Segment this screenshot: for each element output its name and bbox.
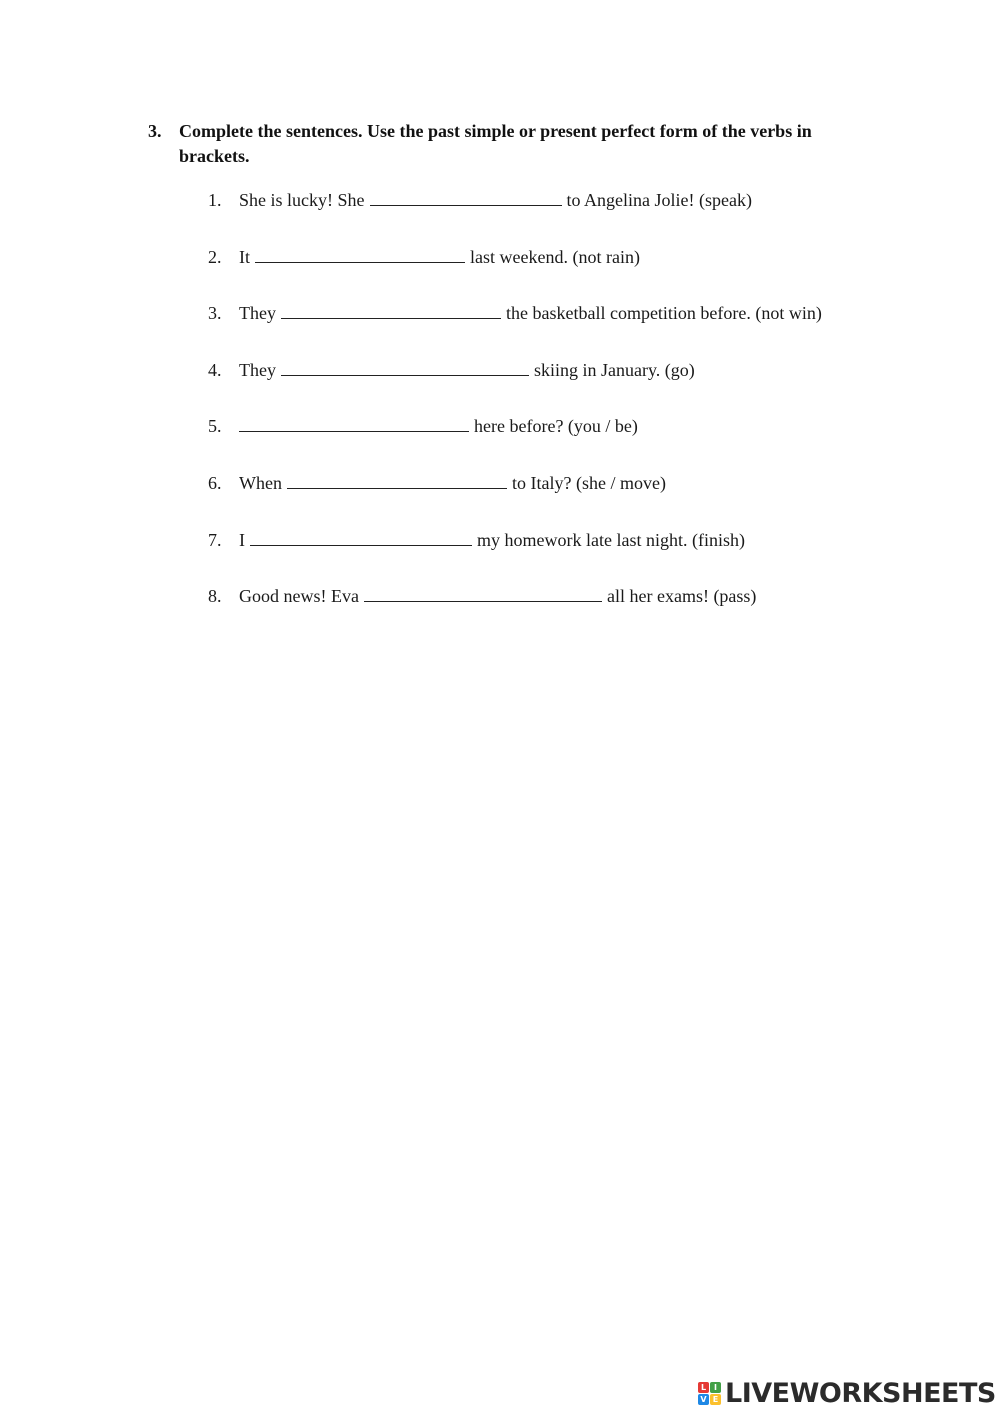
exercise-heading: [148, 119, 838, 169]
sentence-item-6: [208, 471, 908, 528]
item-number: 6.: [208, 472, 222, 493]
sentence-before: I: [239, 529, 245, 550]
sentence-after: to Italy? (she / move): [511, 472, 666, 493]
sentence-after: skiing in January. (go): [533, 359, 695, 380]
sentence-item-1: [208, 188, 908, 245]
sentence-after: here before? (you / be): [474, 416, 638, 437]
sentence-item-4: [208, 358, 908, 415]
item-number: 7.: [208, 529, 222, 550]
sentence-after: the basketball competition before. (not win): [505, 303, 822, 324]
answer-blank[interactable]: [287, 472, 507, 489]
answer-blank[interactable]: [281, 359, 529, 376]
sentence-item-8: [208, 584, 908, 641]
sentence-before: They: [239, 303, 276, 324]
answer-blank[interactable]: [370, 189, 562, 206]
answer-blank[interactable]: [239, 415, 469, 432]
logo-wordmark: LIVEWORKSHEETS: [725, 1377, 996, 1409]
liveworksheets-logo: [698, 1376, 996, 1410]
sentence-list: [208, 188, 908, 641]
item-number: 4.: [208, 359, 222, 380]
sentence-item-7: [208, 528, 908, 585]
logo-cell: L: [698, 1382, 709, 1393]
item-number: 2.: [208, 246, 222, 267]
logo-cell: V: [698, 1394, 709, 1405]
logo-cell: E: [710, 1394, 721, 1405]
sentence-item-3: [208, 301, 908, 358]
logo-grid-icon: [698, 1382, 721, 1405]
sentence-before: It: [239, 246, 250, 267]
sentence-before: They: [239, 359, 276, 380]
exercise-number: 3.: [148, 121, 162, 141]
sentence-after: all her exams! (pass): [606, 586, 757, 607]
sentence-before: When: [239, 472, 282, 493]
exercise-instruction: Complete the sentences. Use the past simple or present perfect form of the verbs in brackets.: [179, 121, 812, 166]
sentence-after: last weekend. (not rain): [470, 246, 640, 267]
sentence-after: my homework late last night. (finish): [477, 529, 745, 550]
sentence-item-2: [208, 245, 908, 302]
answer-blank[interactable]: [281, 302, 501, 319]
answer-blank[interactable]: [255, 246, 465, 263]
sentence-before: She is lucky! She: [239, 190, 365, 210]
item-number: 5.: [208, 416, 222, 437]
item-number: 1.: [208, 190, 222, 210]
sentence-item-5: [208, 414, 908, 471]
sentence-after: to Angelina Jolie! (speak): [566, 190, 752, 210]
item-number: 8.: [208, 586, 222, 607]
item-number: 3.: [208, 303, 222, 324]
sentence-before: Good news! Eva: [239, 586, 359, 607]
answer-blank[interactable]: [364, 585, 602, 602]
logo-cell: I: [710, 1382, 721, 1393]
answer-blank[interactable]: [250, 529, 472, 546]
